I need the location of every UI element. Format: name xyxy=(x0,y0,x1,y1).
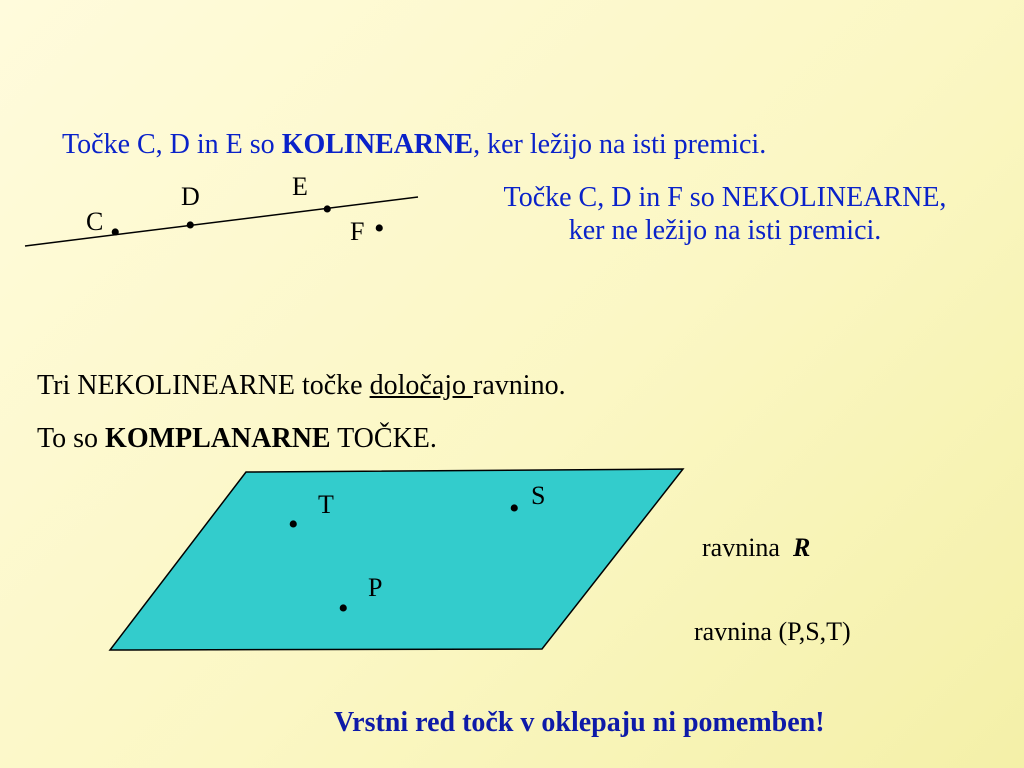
plane-definition-prefix: Tri NEKOLINEARNE točke xyxy=(37,370,370,401)
point-label-d: D xyxy=(181,182,200,211)
point-c-dot: • xyxy=(110,216,121,249)
plane-pst-label: ravnina (P,S,T) xyxy=(694,617,851,646)
plane-r-name: R xyxy=(792,533,811,562)
collinear-statement-prefix: Točke C, D in E so xyxy=(62,129,282,160)
point-label-f: F xyxy=(350,217,365,246)
noncollinear-line-2: ker ne ležijo na isti premici. xyxy=(568,215,882,246)
plane-definition-suffix: ravnino. xyxy=(473,370,566,401)
point-e-dot: • xyxy=(322,193,333,226)
collinear-keyword: KOLINEARNE xyxy=(281,129,474,160)
point-label-c: C xyxy=(86,207,104,236)
footer-note: Vrstni red točk v oklepaju ni pomemben! xyxy=(334,707,825,738)
point-s-dot: • xyxy=(509,492,520,525)
point-t-dot: • xyxy=(288,508,299,541)
plane-r-prefix: ravnina xyxy=(702,533,787,562)
point-label-e: E xyxy=(292,172,308,201)
point-label-t: T xyxy=(318,490,334,519)
plane-parallelogram xyxy=(110,469,683,650)
coplanar-prefix: To so xyxy=(37,423,106,454)
point-p-dot: • xyxy=(338,592,349,625)
collinear-statement-suffix: , ker ležijo na isti premici. xyxy=(473,129,767,160)
noncollinear-line-1: Točke C, D in F so NEKOLINEARNE, xyxy=(503,182,947,213)
plane-definition-underlined: določajo xyxy=(369,370,474,401)
plane-r-label xyxy=(702,533,810,563)
point-f-dot: • xyxy=(374,212,385,245)
point-label-s: S xyxy=(531,481,546,510)
point-d-dot: • xyxy=(185,209,196,242)
point-label-p: P xyxy=(368,573,383,602)
coplanar-keyword: KOMPLANARNE xyxy=(105,423,331,454)
coplanar-suffix: TOČKE. xyxy=(330,423,437,454)
